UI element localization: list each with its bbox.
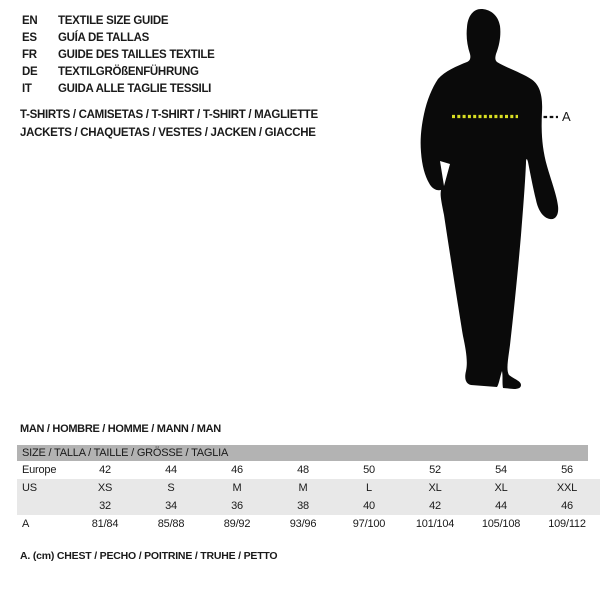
measurement-label-a: A: [562, 109, 571, 124]
language-row: [22, 81, 215, 98]
category-line-tshirts: T-SHIRTS / CAMISETAS / T-SHIRT / T-SHIRT / MAGLIETTE: [20, 109, 318, 121]
table-cell: 101/104: [415, 518, 455, 530]
language-list: [22, 13, 215, 98]
table-cell: 85/88: [157, 518, 185, 530]
category-lines: [20, 107, 318, 142]
table-cell: XL: [428, 482, 442, 494]
man-silhouette: [390, 0, 600, 400]
table-cell: 105/108: [481, 518, 521, 530]
table-cell: 46: [561, 500, 573, 512]
section-title-man: MAN / HOMBRE / HOMME / MANN / MAN: [20, 423, 221, 435]
row-label: US: [22, 482, 37, 494]
language-code: ES: [22, 32, 37, 44]
table-cell: 109/112: [548, 518, 586, 530]
table-cell: 46: [231, 464, 243, 476]
table-cell: 54: [495, 464, 507, 476]
table-cell: 89/92: [223, 518, 251, 530]
table-cell: S: [167, 482, 175, 494]
language-row: [22, 13, 215, 30]
language-code: DE: [22, 66, 38, 78]
measurement-footnote: A. (cm) CHEST / PECHO / POITRINE / TRUHE / PETTO: [20, 550, 278, 562]
row-label: Europe: [22, 464, 57, 476]
table-cell: L: [366, 482, 372, 494]
row-label: A: [22, 518, 30, 530]
table-cell: 34: [165, 500, 177, 512]
language-code: FR: [22, 49, 37, 61]
language-row: [22, 47, 215, 64]
table-row-europe: [17, 461, 600, 479]
language-code: EN: [22, 15, 38, 27]
table-cell: 44: [495, 500, 507, 512]
language-code: IT: [22, 83, 32, 95]
table-cell: 52: [429, 464, 441, 476]
category-line-jackets: JACKETS / CHAQUETAS / VESTES / JACKEN / GIACCHE: [20, 126, 316, 139]
table-cell: 97/100: [352, 518, 386, 530]
language-label: GUIDE DES TAILLES TEXTILE: [58, 49, 215, 61]
table-cell: 81/84: [91, 518, 119, 530]
table-row-us-letters: [17, 479, 600, 497]
table-cell: 44: [165, 464, 177, 476]
table-cell: 56: [561, 464, 573, 476]
table-cell: XXL: [556, 482, 578, 494]
size-table: [17, 445, 600, 533]
language-row: [22, 30, 215, 47]
table-cell: 36: [231, 500, 243, 512]
table-cell: M: [232, 482, 242, 494]
table-cell: 48: [297, 464, 309, 476]
table-cell: 93/96: [289, 518, 317, 530]
language-label: GUIDA ALLE TAGLIE TESSILI: [58, 83, 212, 95]
table-cell: 42: [429, 500, 441, 512]
table-cell: M: [298, 482, 308, 494]
language-label: TEXTILGRÖßENFÜHRUNG: [58, 66, 199, 78]
table-cell: 38: [297, 500, 309, 512]
language-label: TEXTILE SIZE GUIDE: [58, 15, 169, 27]
language-row: [22, 64, 215, 81]
row-label: [17, 497, 72, 515]
table-cell: 42: [99, 464, 111, 476]
size-table-header: SIZE / TALLA / TAILLE / GRÖSSE / TAGLIA: [17, 445, 588, 461]
table-cell: 50: [363, 464, 375, 476]
table-row-us-numbers: [17, 497, 600, 515]
table-cell: 40: [363, 500, 375, 512]
table-cell: XL: [494, 482, 508, 494]
table-cell: 32: [99, 500, 111, 512]
table-cell: XS: [97, 482, 113, 494]
table-row-chest: [17, 515, 600, 533]
man-body-shape: [421, 9, 559, 389]
language-label: GUÍA DE TALLAS: [58, 32, 149, 44]
